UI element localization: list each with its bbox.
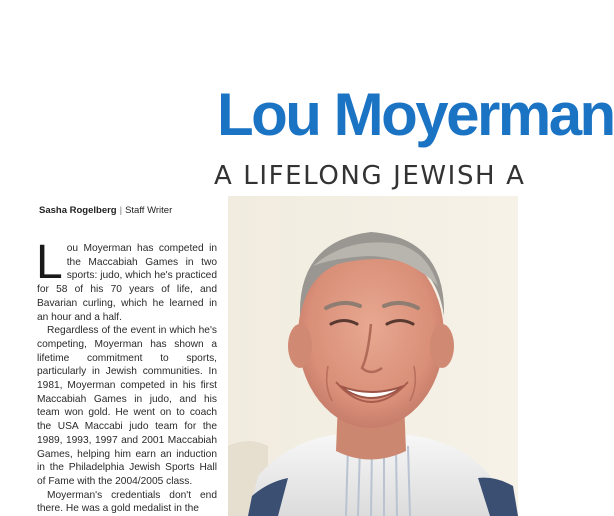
article-subhead: A LIFELONG JEWISH A <box>214 161 526 191</box>
portrait-illustration <box>228 196 518 516</box>
article-body <box>36 236 217 516</box>
article-paragraph: Regardless of the event in which he's competing, Moyerman has shown a lifetime commitment to sports, particularly in Jewish communities. In 1981, Moyerman competed in his first Maccabiah Games in judo, and his team won gold. He went on to coach the USA Maccabi judo team for the 1989, 1993, 1997 and 2001 Maccabiah Games, helping him earn an induction in the Philadelphia Jewish Sports Hall of Fame with the 2004/2005 class. <box>37 325 217 487</box>
article-headline: Lou Moyerman <box>217 81 614 148</box>
drop-cap: L <box>36 236 63 289</box>
article-paragraph: Moyerman's credentials don't end there. He was a gold medalist in the <box>37 489 217 515</box>
byline-separator: | <box>119 205 123 216</box>
portrait-photo <box>228 196 518 516</box>
paragraph-text: ou Moyerman has competed in the Maccabiah Games in two sports: judo, which he's practiced for 58 of his 70 years of life, and Bavarian curling, which he learned in an hour and a half. <box>37 243 217 323</box>
byline <box>39 205 172 216</box>
article-paragraph <box>36 236 217 324</box>
byline-role: Staff Writer <box>125 205 173 216</box>
byline-author: Sasha Rogelberg <box>39 205 117 216</box>
